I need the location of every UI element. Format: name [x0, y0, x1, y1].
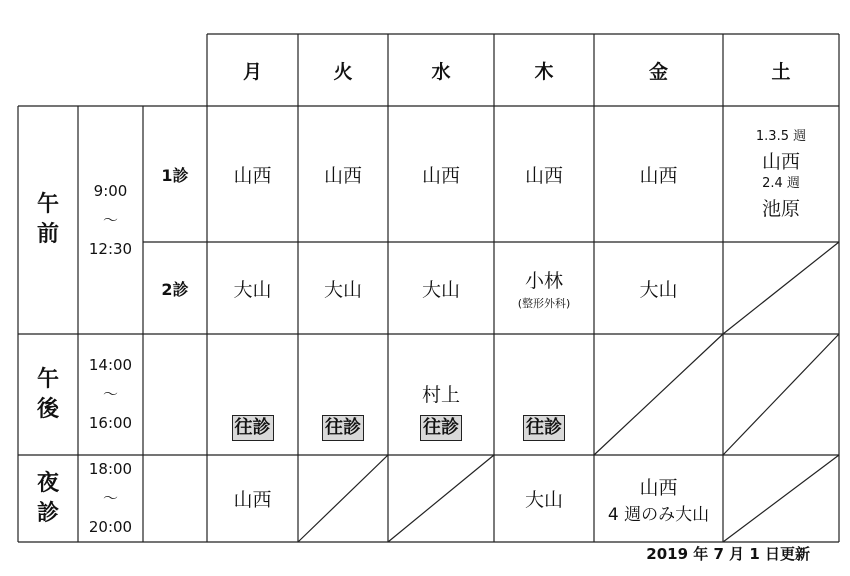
house-call-badge: 往診	[523, 415, 565, 441]
slot-thu-eve: 大山	[524, 489, 563, 511]
slot-thu-am1: 山西	[524, 164, 563, 187]
session-label-1: 1診	[161, 165, 189, 185]
slot-tue-am1: 山西	[323, 164, 362, 187]
week-note: 2.4 週	[762, 176, 800, 191]
time-sep: ～	[102, 385, 118, 403]
slot-sat-am1	[723, 106, 839, 242]
doctor-name: 池原	[761, 198, 800, 220]
department-note: (整形外科)	[517, 296, 571, 310]
week-note: 1.3.5 週	[755, 129, 807, 144]
house-call-badge: 往診	[420, 415, 462, 441]
period-label-morning	[18, 106, 78, 334]
period-char: 前	[36, 222, 59, 247]
doctor-name: 村上	[421, 384, 460, 406]
day-header-mon: 月	[242, 60, 262, 83]
day-header-wed: 水	[431, 60, 451, 83]
slot-wed-am1: 山西	[421, 164, 460, 187]
slot-fri-am1: 山西	[639, 164, 678, 187]
time-start: 18:00	[88, 460, 133, 478]
day-header-fri: 金	[648, 60, 668, 83]
period-time-morning	[78, 106, 143, 334]
day-header-tue: 火	[333, 60, 353, 83]
period-char: 診	[36, 500, 59, 526]
period-char: 午	[36, 192, 59, 217]
period-time-afternoon	[78, 334, 143, 455]
slot-thu-pm	[494, 334, 594, 455]
time-end: 16:00	[88, 414, 133, 432]
last-updated: 2019 年 7 月 1 日更新	[646, 545, 810, 563]
slot-mon-eve: 山西	[233, 489, 272, 511]
slot-tue-pm	[298, 334, 388, 455]
slot-tue-am2: 大山	[323, 278, 362, 301]
slot-fri-eve	[594, 455, 723, 542]
slot-thu-am2	[494, 242, 594, 334]
time-sep: ～	[102, 489, 118, 507]
day-header-sat: 土	[771, 60, 791, 83]
time-end: 12:30	[88, 239, 133, 258]
week-note: 4 週のみ大山	[607, 504, 710, 525]
time-start: 14:00	[88, 356, 133, 374]
time-sep: ～	[102, 210, 118, 229]
slot-wed-pm	[388, 334, 494, 455]
slot-mon-am2: 大山	[233, 278, 272, 301]
time-end: 20:00	[88, 518, 133, 536]
period-char: 後	[36, 396, 59, 422]
doctor-name: 小林	[524, 269, 563, 292]
period-time-evening	[78, 455, 143, 542]
slot-mon-am1: 山西	[233, 164, 272, 187]
slot-mon-pm	[207, 334, 298, 455]
day-header-thu: 木	[534, 60, 554, 83]
period-char: 午	[36, 366, 59, 392]
period-char: 夜	[36, 470, 59, 496]
period-label-evening	[18, 455, 78, 542]
slot-wed-am2: 大山	[421, 278, 460, 301]
house-call-badge: 往診	[232, 415, 274, 441]
period-label-afternoon	[18, 334, 78, 455]
session-label-2: 2診	[161, 279, 189, 299]
slot-fri-am2: 大山	[639, 278, 678, 301]
doctor-name: 山西	[639, 476, 678, 499]
house-call-badge: 往診	[322, 415, 364, 441]
time-start: 9:00	[93, 181, 128, 200]
doctor-name: 山西	[761, 151, 800, 173]
